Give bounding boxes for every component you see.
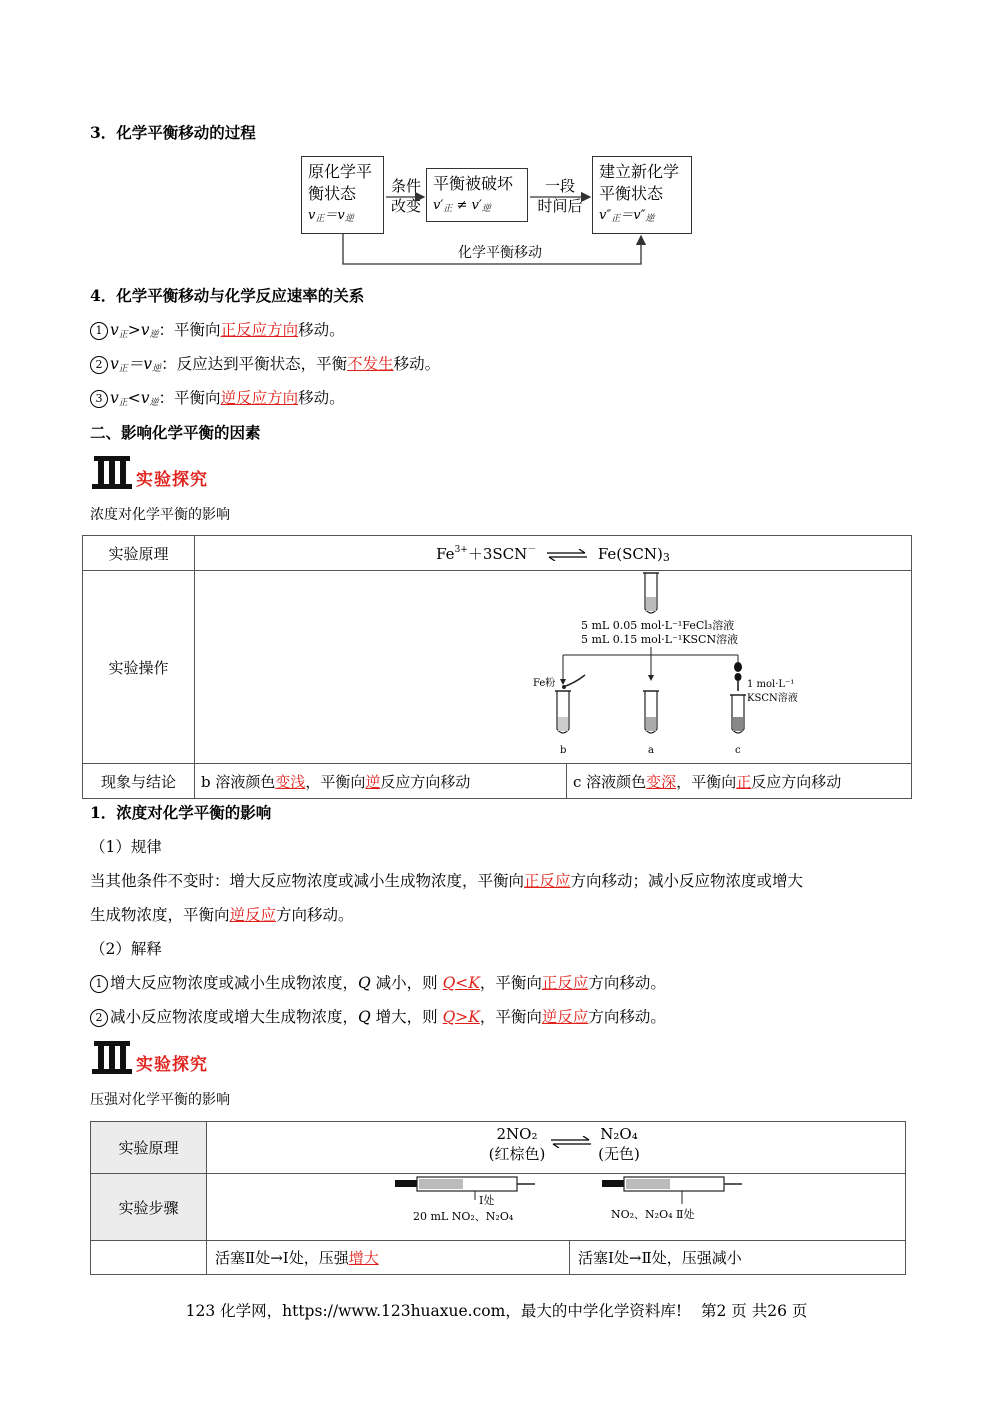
flow-box3-line2: 平衡状态 [599, 184, 664, 203]
tube-a-label: a [648, 745, 654, 756]
answer-blank: 正反应方向 [220, 321, 299, 339]
arrow1-label: 条件 改变 [390, 177, 421, 215]
rate-condition: $v_正<v_逆$ [110, 389, 159, 408]
rate-item-2: 2 $v_正=v_逆$：反应达到平衡状态，平衡不发生移动。 [90, 352, 440, 374]
test-tube-rack-icon [92, 452, 132, 490]
test-tube-a [643, 691, 659, 733]
test-tube-experiment-figure [195, 571, 911, 763]
circled-number: 1 [90, 975, 108, 993]
footer-site-text: 123 化学网，https://www.123huaxue.com，最大的中学化学资料库! [185, 1302, 683, 1320]
row-label-principle: 实验原理 [91, 1122, 207, 1174]
row-label-steps: 实验步骤 [91, 1174, 207, 1241]
empty-label-cell [91, 1241, 207, 1275]
flow-box3-line1: 建立新化学 [599, 162, 680, 181]
flow-arrows [0, 0, 993, 280]
solution-1-label: 5 mL 0.05 mol·L⁻¹FeCl₃溶液 [581, 619, 735, 632]
test-tube-b [555, 691, 571, 733]
circled-number: 1 [90, 322, 108, 340]
answer-blank: 不发生 [347, 355, 394, 373]
kscn-solution-label: KSCN溶液 [747, 693, 798, 704]
rule-line-1: 当其他条件不变时：增大反应物浓度或减小生成物浓度，平衡向正反应方向移动；减小反应物浓度或增大 [90, 872, 804, 890]
syringe-figure-cell [207, 1174, 906, 1241]
page-footer [0, 1299, 993, 1321]
flow-box1-formula: $v_正=v_逆$ [308, 208, 354, 224]
answer-blank: 逆反应方向 [220, 389, 299, 407]
rate-item-3: 3 $v_正<v_逆$：平衡向逆反应方向移动。 [90, 386, 345, 408]
exp1-subtitle: 浓度对化学平衡的影响 [90, 507, 230, 523]
section-3-heading: 3．化学平衡移动的过程 [90, 123, 256, 142]
circled-number: 2 [90, 356, 108, 374]
flow-box2-formula: $v'_正 \ne v'_逆$ [433, 198, 491, 214]
fe-powder-label: Fe粉 [533, 678, 556, 689]
rate-condition: $v_正=v_逆$ [110, 355, 162, 374]
experiment-badge-label: 实验探究 [136, 470, 208, 490]
section-4-heading: 4．化学平衡移动与化学反应速率的关系 [90, 286, 365, 305]
syringe-2-icon [602, 1177, 742, 1204]
syringe-1-icon [395, 1177, 535, 1200]
rate-condition: $v_正>v_逆$ [110, 321, 159, 340]
result-c: c 溶液颜色变深，平衡向正反应方向移动 [567, 764, 912, 799]
source-test-tube [643, 573, 659, 613]
arrow2-label: 一段 时间后 [537, 177, 583, 215]
concentration-heading: 1．浓度对化学平衡的影响 [90, 803, 272, 822]
test-tube-c [730, 695, 746, 733]
concentration-experiment-table [82, 535, 912, 799]
syringe2-label: NO₂、N₂O₄ Ⅱ处 [611, 1208, 695, 1221]
result-b: b 溶液颜色变浅，平衡向逆反应方向移动 [195, 764, 567, 799]
row-label-result: 现象与结论 [83, 764, 195, 799]
n2o4-species: N₂O₄ (无色) [598, 1125, 640, 1163]
syringe1-mark: Ⅰ处 [479, 1194, 495, 1207]
no2-species: 2NO₂ (红棕色) [488, 1125, 546, 1163]
reaction-equation: $Fe^{3+}+3SCN^-$ Fe(SCN)3 [195, 536, 912, 571]
dropper-icon [734, 662, 742, 691]
kscn-conc-label: 1 mol·L⁻¹ [747, 679, 795, 690]
equilibrium-arrow-icon [545, 549, 589, 561]
pressure-result-left: 活塞Ⅱ处→Ⅰ处，压强增大 [207, 1241, 570, 1275]
explain-item-2: 2 减小反应物浓度或增大生成物浓度，Q 增大，则 Q>K，平衡向逆反应方向移动。 [90, 1005, 666, 1027]
rate-item-1: 1 $v_正>v_逆$：平衡向正反应方向移动。 [90, 318, 345, 340]
flow-bottom-label: 化学平衡移动 [458, 245, 542, 261]
tube-c-label: c [735, 745, 741, 756]
experiment-badge-label: 实验探究 [136, 1055, 208, 1075]
flow-box1-line1: 原化学平 [308, 162, 373, 181]
flow-box2-line1: 平衡被破坏 [433, 174, 514, 193]
rule-title: （1）规律 [90, 838, 162, 856]
tube-b-label: b [560, 745, 567, 756]
row-label-principle: 实验原理 [83, 536, 195, 571]
exp2-subtitle: 压强对化学平衡的影响 [90, 1092, 230, 1108]
part-2-heading: 二、影响化学平衡的因素 [90, 423, 261, 442]
circled-number: 3 [90, 390, 108, 408]
pressure-equation-cell [207, 1122, 906, 1174]
circled-number: 2 [90, 1009, 108, 1027]
flow-box1-line2: 衡状态 [308, 184, 357, 203]
flow-box3-formula: $v''_正=v''_逆$ [599, 208, 655, 224]
explain-title: （2）解释 [90, 940, 162, 958]
explain-item-1: 1 增大反应物浓度或减小生成物浓度，Q 减小，则 Q<K，平衡向正反应方向移动。 [90, 971, 666, 993]
footer-page-number: 第2 页 共26 页 [701, 1302, 808, 1320]
test-tube-rack-icon [92, 1037, 132, 1075]
experiment-figure-cell [195, 571, 912, 764]
solution-2-label: 5 mL 0.15 mol·L⁻¹KSCN溶液 [581, 633, 739, 646]
rule-line-2: 生成物浓度，平衡向逆反应方向移动。 [90, 906, 354, 924]
syringe1-label: 20 mL NO₂、N₂O₄ [413, 1210, 514, 1223]
row-label-operation: 实验操作 [83, 571, 195, 764]
syringe-figure [207, 1174, 905, 1240]
pressure-experiment-table [90, 1121, 906, 1275]
pressure-result-right: 活塞Ⅰ处→Ⅱ处，压强减小 [570, 1241, 906, 1275]
